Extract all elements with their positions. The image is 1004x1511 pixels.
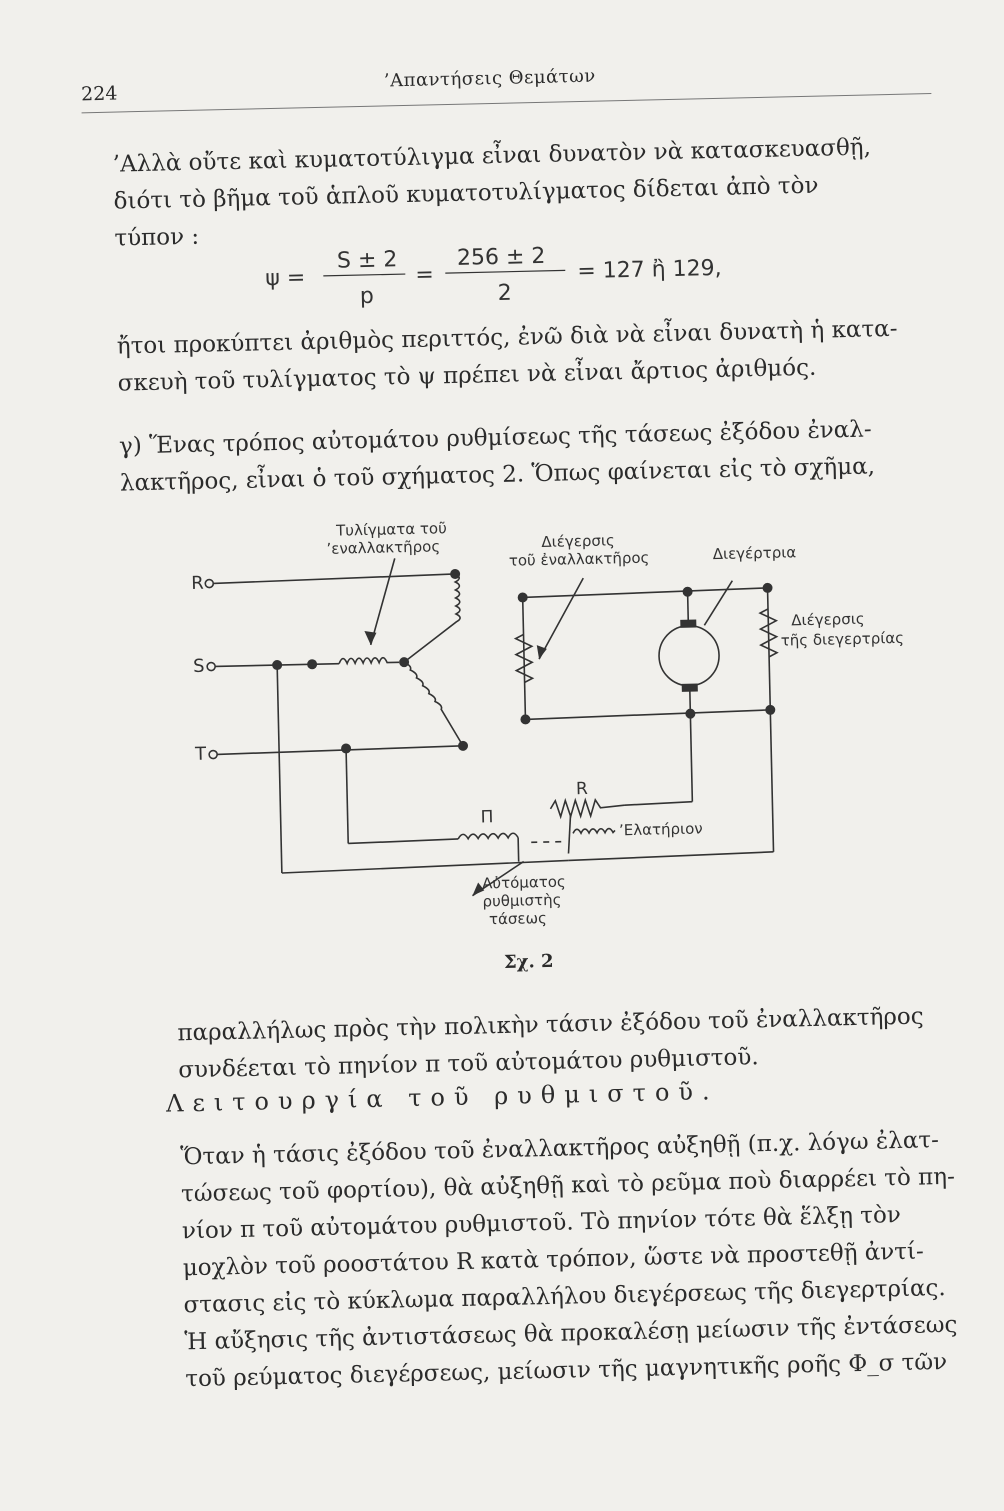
formula-frac2-num: 256 ± 2 (456, 243, 546, 271)
paragraph-3 (119, 410, 960, 503)
label-pi: Π (480, 807, 494, 828)
text-line: στασις εἰς τὸ κύκλωμα παραλλήλου διεγέρσεως τῆς διεγερτρίας. (183, 1275, 947, 1319)
node (765, 705, 775, 715)
label-windings-2: ’εναλλακτῆρος (326, 537, 441, 558)
fraction-bar-2 (445, 270, 565, 273)
leader-exciter (703, 581, 733, 626)
label-regulator-1: Αὐτόματος (481, 872, 566, 893)
rheostat-lever (568, 813, 572, 853)
label-phase-T: T (194, 743, 207, 765)
label-excitation-exciter-1: Διέγερσις (791, 609, 865, 630)
coil-return (518, 838, 519, 862)
node (518, 592, 528, 602)
text-line: νίον π τοῦ αὐτομάτου ρυθμιστοῦ. Τὸ πηνίον τότε θὰ ἕλξῃ τὸν (181, 1202, 902, 1245)
node (307, 659, 317, 669)
node (762, 583, 772, 593)
text-line: ’Αλλὰ οὔτε καὶ κυματοτύλιγμα εἶναι δυνατὸν νὰ κατασκευασθῇ, (112, 134, 872, 178)
winding-S (339, 657, 399, 663)
spring (573, 828, 615, 833)
text-line: Ἡ αὔξησις τῆς ἀντιστάσεως θὰ προκαλέσῃ μείωσιν τῆς ἐντάσεως (184, 1311, 958, 1356)
regulator-coil (458, 833, 518, 839)
arrowhead (364, 631, 376, 645)
wire-right-up (770, 714, 773, 852)
formula-result: = 127 ἢ 129, (577, 255, 722, 285)
wire-up-exciter (690, 716, 692, 802)
node (685, 709, 695, 719)
winding-T (404, 661, 463, 747)
text-line: διότι τὸ βῆμα τοῦ ἁπλοῦ κυματοτυλίγματος δίδεται ἀπὸ τὸν (113, 172, 819, 215)
text-line: λακτῆρος, εἶναι ὁ τοῦ σχήματος 2. Ὅπως φαίνεται εἰς τὸ σχῆμα, (119, 453, 876, 497)
page-number: 224 (80, 82, 118, 106)
label-phase-R: R (191, 572, 205, 594)
node (458, 741, 468, 751)
exciter-armature (658, 625, 719, 686)
header-rule (82, 93, 932, 113)
leader-windings (369, 558, 397, 645)
wire-T (217, 746, 463, 755)
text-line: γ) Ἕνας τρόπος αὐτομάτου ρυθμίσεως τῆς τάσεως ἐξόδου ἐναλ- (118, 416, 872, 460)
wire-bottom (282, 860, 569, 873)
label-phase-S: S (192, 655, 205, 677)
formula-svg (265, 231, 826, 314)
brush-top (680, 620, 696, 628)
terminal-T (209, 750, 217, 758)
node (682, 587, 692, 597)
figure-caption: Σχ. 2 (503, 950, 554, 973)
label-spring: ’Ελατήριον (618, 819, 703, 840)
wire-exciter-bottom (525, 710, 770, 720)
text-line: μοχλὸν τοῦ ροοστάτου R κατὰ τρόπον, ὥστε νὰ προστεθῇ ἀντί- (182, 1238, 925, 1282)
terminal-R (205, 579, 213, 587)
label-excitation-alt-2: τοῦ ἐναλλακτῆρος (508, 548, 650, 570)
label-excitation-exciter-2: τῆς διεγερτρίας (780, 628, 905, 650)
leader-excitation-alt (537, 578, 585, 659)
text-line: τοῦ ρεύματος διεγέρσεως, μείωσιν τῆς μαγνητικῆς ροῆς Φ_σ τῶν (185, 1349, 948, 1393)
paragraph-4 (177, 996, 1004, 1089)
wire-to-coil (348, 839, 458, 843)
paragraph-5 (180, 1120, 1004, 1398)
section-title: Λειτουργία τοῦ ρυθμιστοῦ. (165, 1077, 719, 1118)
paragraph-2 (116, 310, 957, 403)
wire-R (213, 574, 455, 583)
wire-S-down (277, 665, 282, 873)
label-regulator-3: τάσεως (488, 908, 548, 929)
formula-frac1-den: p (359, 283, 375, 310)
text-line: τύπον : (114, 223, 200, 252)
formula-frac2-den: 2 (497, 280, 513, 306)
label-windings-1: Τυλίγματα τοῦ (335, 519, 447, 540)
text-line: ἤτοι προκύπτει ἀριθμὸς περιττός, ἐνῶ διὰ νὰ εἶναι δυνατὴ ἡ κατα- (116, 315, 898, 360)
formula (265, 231, 827, 320)
running-header: ’Απαντήσεις Θεμάτων (383, 65, 597, 92)
text-line: Ὅταν ἡ τάσις ἐξόδου τοῦ ἐναλλακτῆρος αὐξηθῇ (π.χ. λόγω ἐλατ- (179, 1127, 940, 1171)
winding-R (402, 574, 461, 662)
node (272, 660, 282, 670)
label-exciter: Διεγέρτρια (712, 543, 797, 564)
node (520, 714, 530, 724)
text-line: παραλλήλως πρὸς τὴν πολικὴν τάσιν ἐξόδου τοῦ ἐναλλακτῆρος (177, 1003, 924, 1047)
wire-exciter-top (523, 588, 768, 598)
fraction-bar-1 (323, 274, 405, 276)
text-line: σκευὴ τοῦ τυλίγματος τὸ ψ πρέπει νὰ εἶναι ἄρτιος ἀριθμός. (117, 354, 817, 397)
mechanical-link (531, 842, 563, 843)
wire-rheostat-out (624, 802, 692, 806)
wire-T-down (346, 749, 348, 844)
brush-bottom (682, 684, 698, 692)
label-rheostat: R (575, 779, 589, 800)
label-regulator-2: ρυθμιστὴς (482, 890, 562, 911)
formula-eq: = (415, 262, 435, 288)
rheostat (550, 799, 624, 817)
text-line: συνδέεται τὸ πηνίον π τοῦ αὐτομάτου ρυθμιστοῦ. (178, 1044, 759, 1084)
terminal-S (207, 662, 215, 670)
node (341, 743, 351, 753)
wire-bottom-right (569, 852, 774, 861)
formula-frac1-num: S ± 2 (336, 247, 398, 274)
label-excitation-alt-1: Διέγερσις (541, 531, 615, 552)
text-line: τώσεως τοῦ φορτίου), θὰ αὐξηθῇ καὶ τὸ ρεῦμα ποὺ διαρρέει τὸ πη- (180, 1163, 956, 1208)
circuit-diagram (0, 489, 1004, 962)
formula-lhs: ψ = (265, 265, 306, 292)
